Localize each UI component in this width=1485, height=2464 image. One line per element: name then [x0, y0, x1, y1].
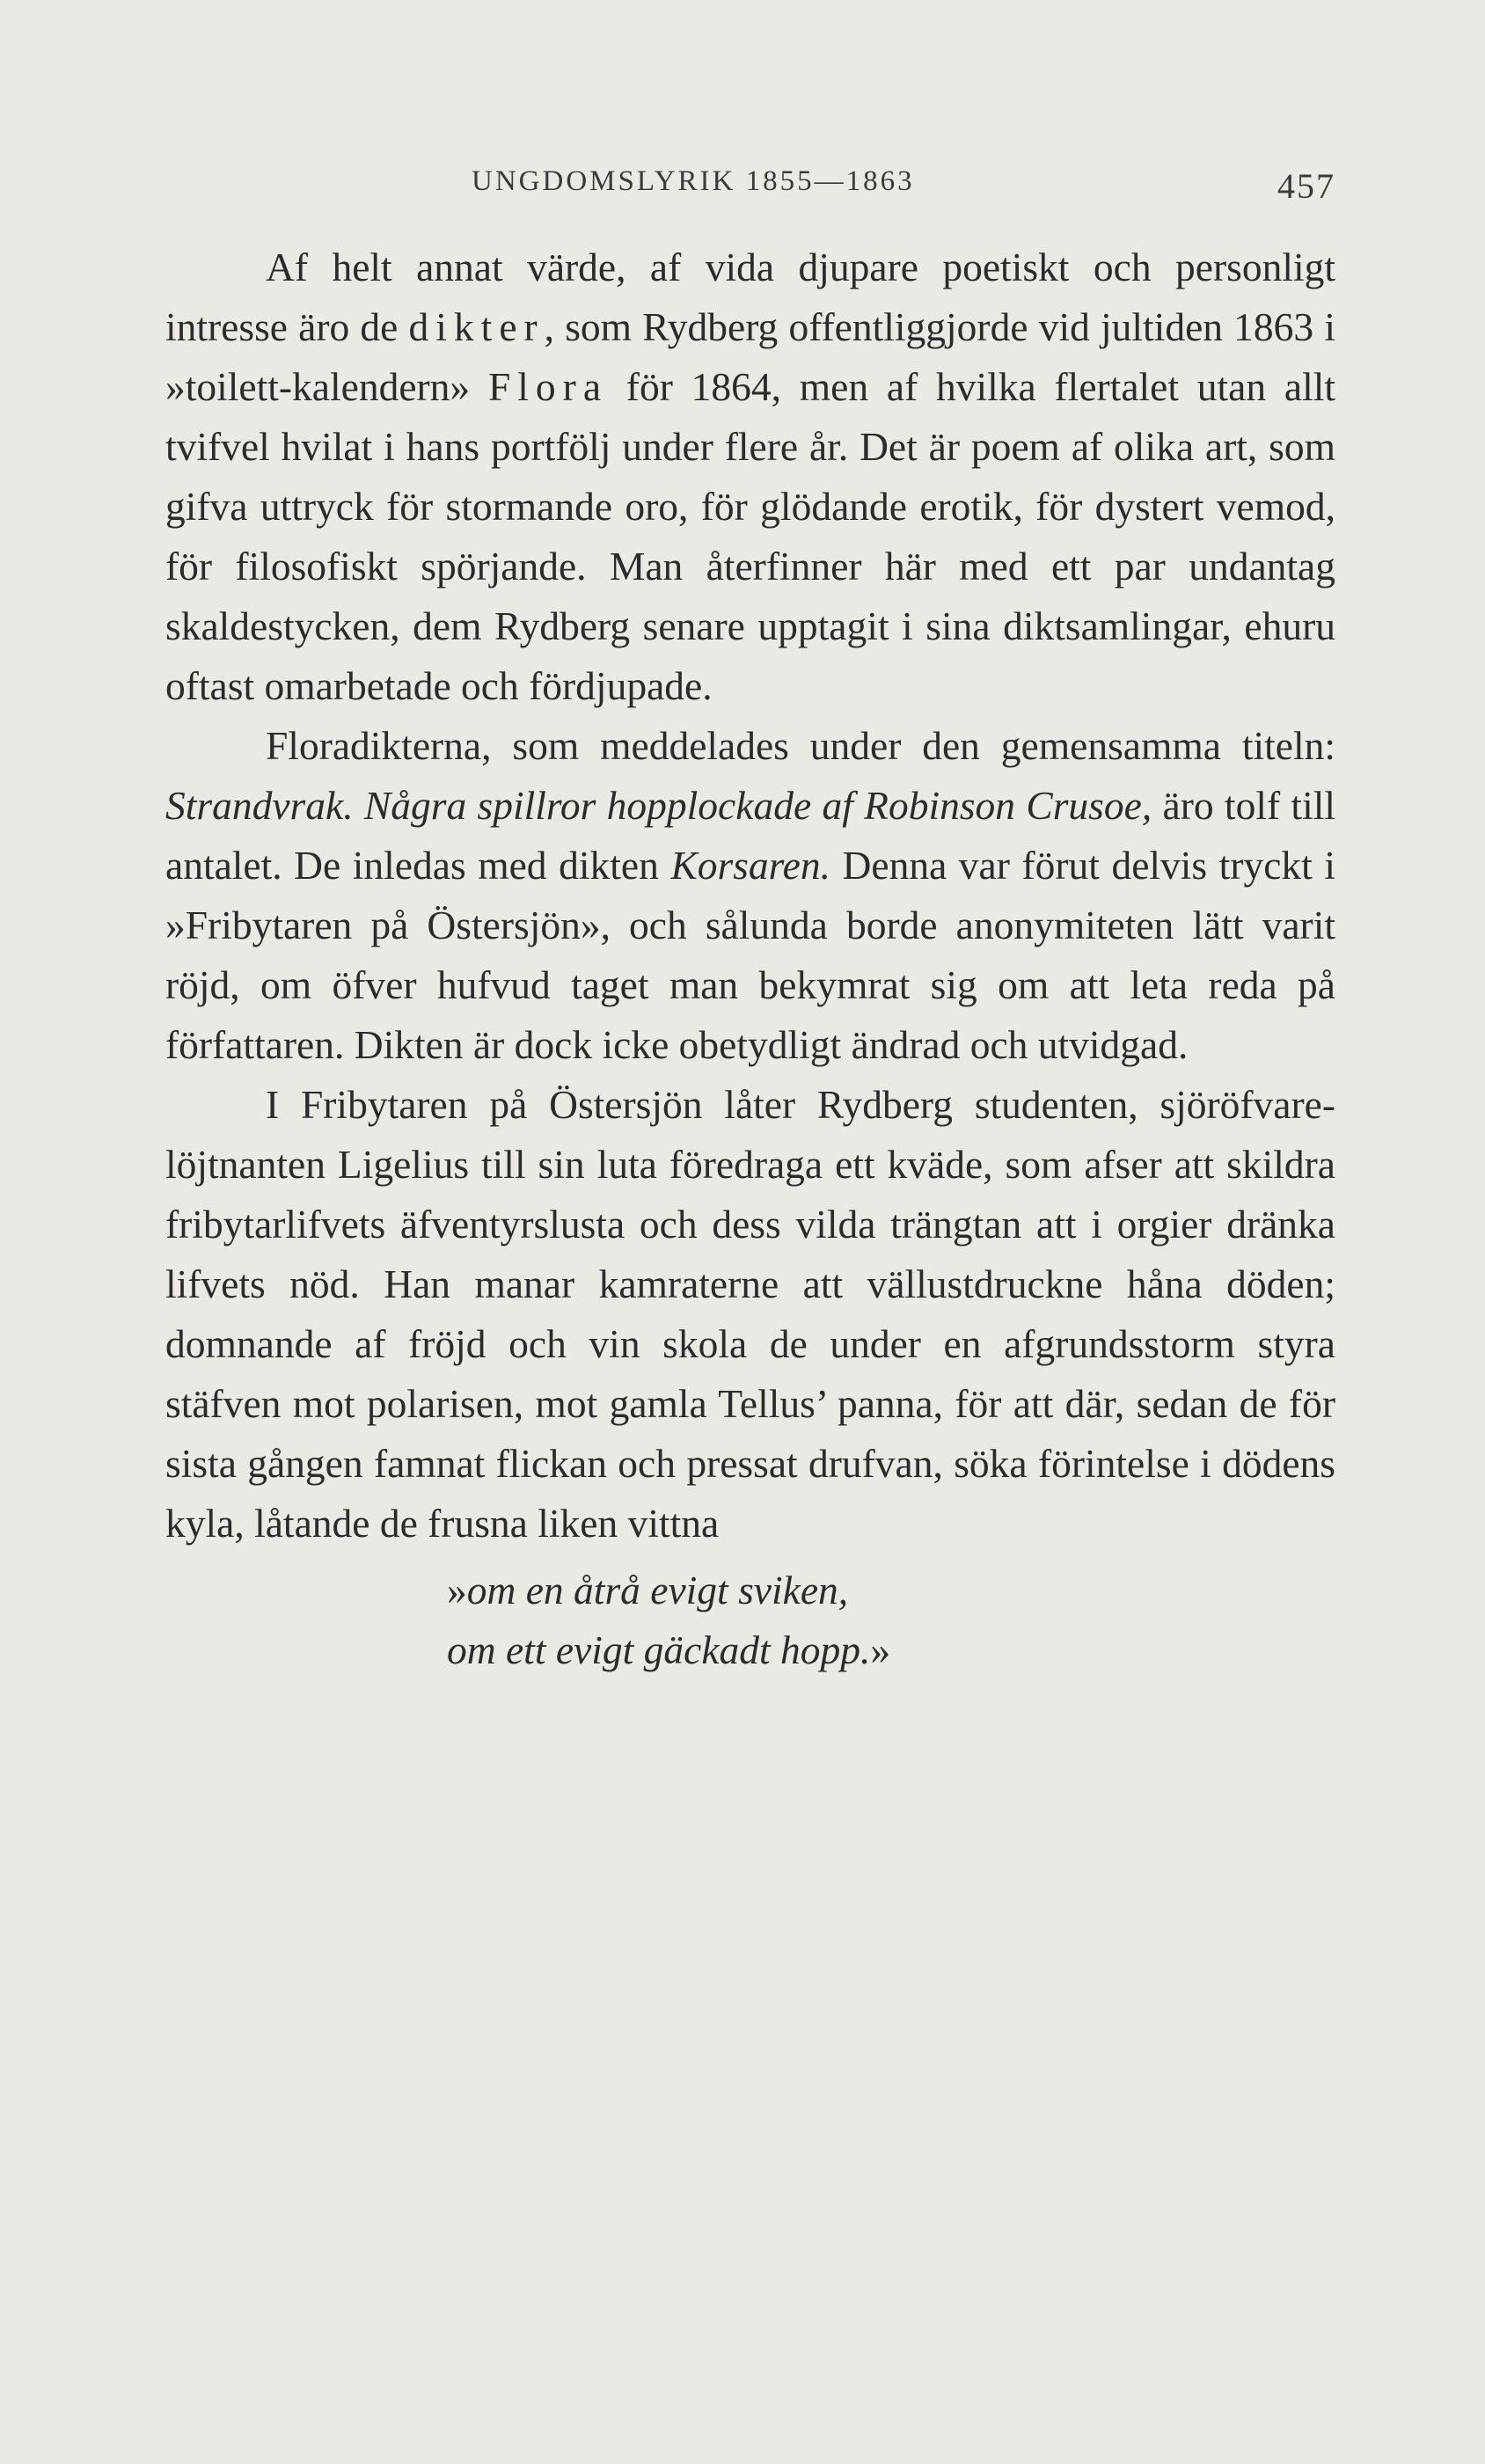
running-title: UNGDOMSLYRIK 1855—1863 — [472, 165, 915, 197]
paragraph-3: I Fribytaren på Östersjön låter Rydberg studenten, sjöröfvare-löjtnanten Ligelius till sin luta föredraga ett kväde, som afser att skildra fribytarlifvets äfventyrslusta och dess vilda trängtan att i orgier dränka lifvets nöd. Han manar kamraterne att vällustdruckne håna döden; domnande af fröjd och vin skola de under en afgrundsstorm styra stäfven mot polarisen, mot gamla Tellus’ panna, för att där, sedan de för sista gången famnat flickan och pressat drufvan, söka förintelse i dödens kyla, låtande de frusna liken vittna — [165, 1082, 1335, 1546]
paragraph-2 — [165, 716, 1335, 1075]
quote-open-mark: » — [447, 1568, 467, 1612]
body-text — [165, 238, 1335, 1680]
verse-quote — [165, 1561, 1335, 1680]
p2-text-a: Floradikterna, som meddelades under den gemensamma titeln: — [266, 723, 1335, 768]
p2-text-e: Denna var förut delvis tryckt i »Fribytaren på Östersjön», och sålunda borde anonymiteten lätt varit röjd, om öfver hufvud taget man bekymrat sig om att leta reda på författaren. Dikten är dock icke obetydligt ändrad och utvidgad. — [165, 843, 1335, 1067]
p1-text-c: , som Rydberg offentliggjorde vid jultiden 1863 i »toilett-kalendern» — [165, 304, 1335, 409]
p1-text-a: Af helt annat värde, af vida djupare poetiskt och personligt intresse äro de — [165, 245, 1335, 349]
quote-line-1 — [447, 1561, 1335, 1620]
page-header — [165, 165, 1335, 209]
p1-spaced-flora: Flora — [487, 364, 609, 409]
p2-title-korsaren: Korsaren. — [670, 843, 830, 888]
quote-line-1-text: om en åtrå evigt sviken, — [466, 1568, 849, 1612]
quote-line-2-text: om ett evigt gäckadt hopp. — [447, 1627, 871, 1672]
p2-text-c: äro tolf till antalet. De inledas med dikten — [165, 783, 1335, 888]
p2-title-strandvrak: Strandvrak. Några spillror hopplockade af Robinson Crusoe, — [165, 783, 1152, 828]
page-number: 457 — [1277, 166, 1335, 206]
quote-close-mark: » — [870, 1627, 891, 1672]
p1-spaced-dikter: dikter — [408, 304, 545, 349]
paragraph-1 — [165, 238, 1335, 716]
quote-line-2 — [447, 1620, 1335, 1680]
p1-text-e: för 1864, men af hvilka flertalet utan allt tvifvel hvilat i hans portfölj under flere år. Det är poem af olika art, som gifva uttryck för stormande oro, för glödande erotik, för dystert vemod, för filosofiskt spörjande. Man återfinner här med ett par undantag skaldestycken, dem Rydberg senare upptagit i sina diktsamlingar, ehuru oftast omarbetade och fördjupade. — [165, 364, 1336, 708]
